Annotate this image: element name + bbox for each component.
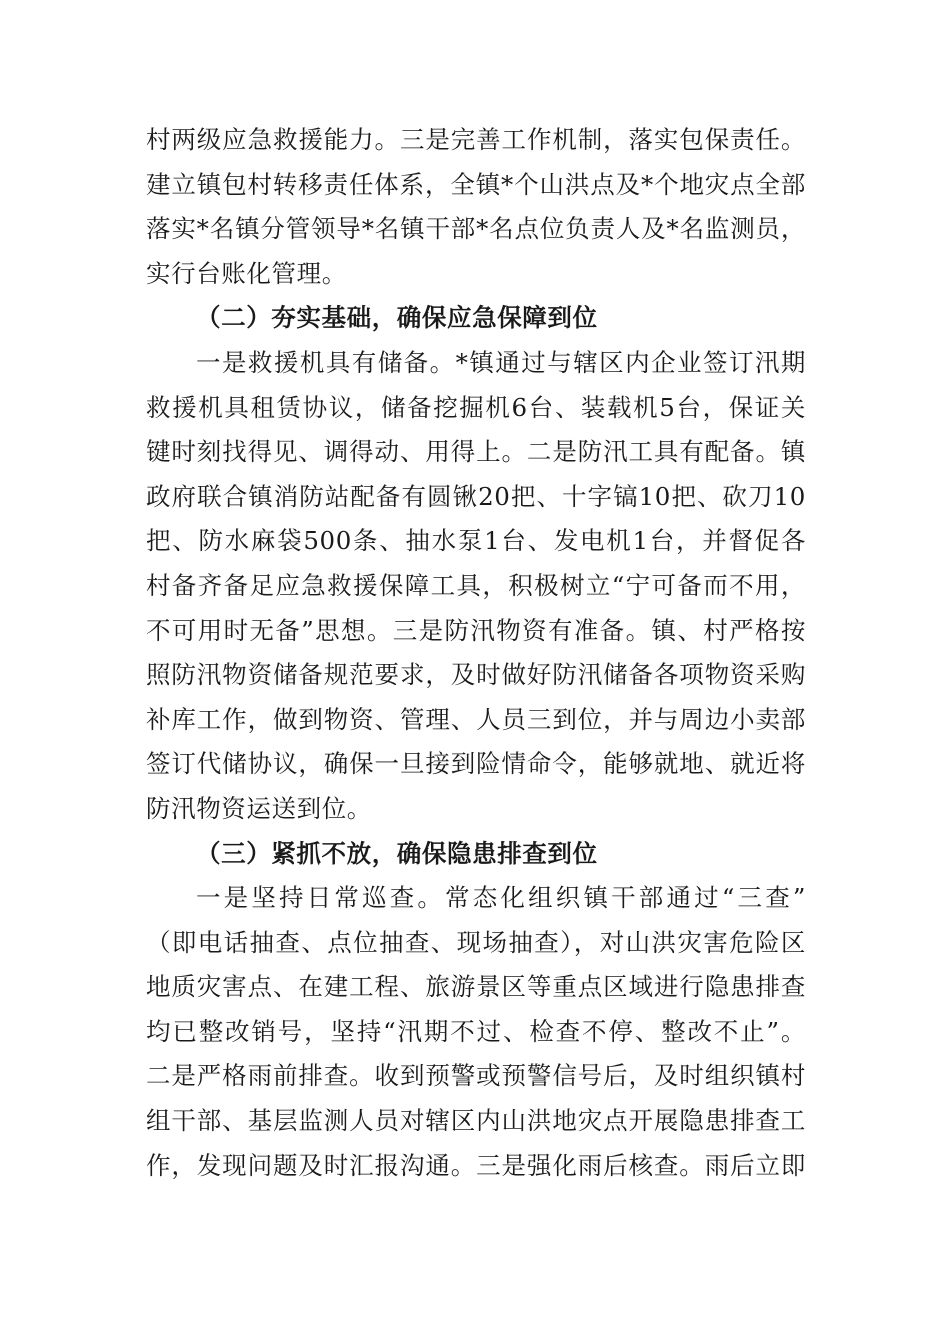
text-line: 作，发现问题及时汇报沟通。三是强化雨后核查。雨后立即 — [146, 1150, 806, 1180]
text-line: 落实*名镇分管领导*名镇干部*名点位负责人及*名监测员， — [146, 214, 806, 244]
text-line: 不可用时无备”思想。三是防汛物资有准备。镇、村严格按 — [146, 615, 806, 645]
text-line: 二是严格雨前排查。收到预警或预警信号后，及时组织镇村 — [146, 1061, 806, 1091]
text-line: 村两级应急救援能力。三是完善工作机制，落实包保责任。 — [146, 125, 806, 154]
text-line: 签订代储协议，确保一旦接到险情命令，能够就地、就近将 — [146, 749, 806, 779]
text-line: 建立镇包村转移责任体系，全镇*个山洪点及*个地灾点全部 — [146, 169, 806, 199]
text-line: 照防汛物资储备规范要求，及时做好防汛储备各项物资采购 — [146, 660, 806, 690]
section-heading: （二）夯实基础，确保应急保障到位 — [196, 303, 598, 333]
text-line: 防汛物资运送到位。 — [146, 793, 372, 823]
text-line: 实行台账化管理。 — [146, 258, 347, 288]
text-line: 政府联合镇消防站配备有圆锹20把、十字镐10把、砍刀10 — [146, 481, 806, 511]
text-line: 把、防水麻袋500条、抽水泵1台、发电机1台，并督促各 — [146, 526, 806, 556]
text-line: 地质灾害点、在建工程、旅游景区等重点区域进行隐患排查 — [146, 972, 806, 1002]
document-body — [146, 118, 806, 1188]
text-line: 一是坚持日常巡查。常态化组织镇干部通过“三查” — [196, 883, 806, 913]
text-line: （即电话抽查、点位抽查、现场抽查），对山洪灾害危险区 — [146, 927, 806, 957]
text-line: 补库工作，做到物资、管理、人员三到位，并与周边小卖部 — [146, 704, 806, 734]
text-line: 村备齐备足应急救援保障工具，积极树立“宁可备而不用， — [146, 570, 806, 600]
section-heading: （三）紧抓不放，确保隐患排查到位 — [196, 838, 598, 868]
text-line: 救援机具租赁协议，储备挖掘机6台、装载机5台，保证关 — [146, 392, 806, 422]
text-line: 组干部、基层监测人员对辖区内山洪地灾点开展隐患排查工 — [146, 1106, 806, 1136]
text-line: 均已整改销号，坚持“汛期不过、检查不停、整改不止”。 — [146, 1016, 806, 1046]
text-line: 键时刻找得见、调得动、用得上。二是防汛工具有配备。镇 — [146, 437, 806, 467]
text-line: 一是救援机具有储备。*镇通过与辖区内企业签订汛期 — [196, 347, 806, 377]
